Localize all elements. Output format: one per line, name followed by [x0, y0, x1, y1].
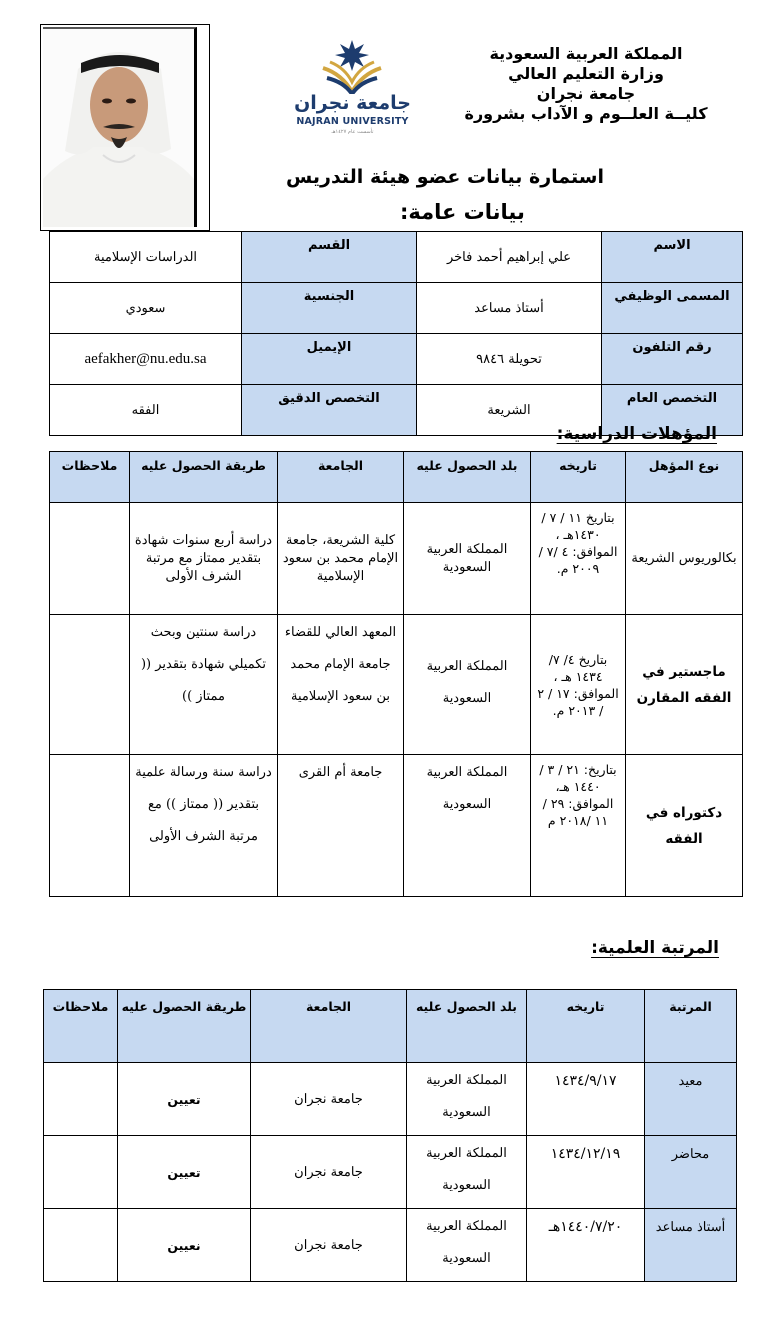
- col-header-notes: ملاحظات: [50, 452, 130, 503]
- cell-type: دكتوراه في الفقه: [626, 755, 743, 897]
- cell-university: جامعة نجران: [251, 1063, 407, 1136]
- institution-header: [446, 44, 726, 124]
- table-row: [50, 283, 743, 334]
- cell-date: ١٤٤٠/٧/٢٠هـ: [527, 1209, 645, 1282]
- col-header-country: بلد الحصول عليه: [404, 452, 531, 503]
- label-fine-specialty: التخصص الدقيق: [242, 385, 417, 436]
- cell-method: تعيين: [118, 1063, 251, 1136]
- value-fine-specialty: الفقه: [50, 385, 242, 436]
- cell-date: ١٤٣٤/١٢/١٩: [527, 1136, 645, 1209]
- cell-notes: [50, 755, 130, 897]
- cell-date: بتاريخ: ٢١ / ٣ / ١٤٤٠ هـ، الموافق: ٢٩ / ١١ /٢٠١٨ م: [531, 755, 626, 897]
- cell-method: دراسة أربع سنوات شهادة بتقدير ممتاز مع مرتبة الشرف الأولى: [130, 503, 278, 615]
- cell-notes: [44, 1209, 118, 1282]
- logo-name-arabic: جامعة نجران: [294, 92, 411, 114]
- person-portrait-icon: [43, 29, 194, 227]
- academic-rank-table: [43, 989, 737, 1282]
- header-line-ministry: وزارة التعليم العالي: [508, 64, 664, 83]
- cell-university: جامعة نجران: [251, 1209, 407, 1282]
- table-row: [44, 1063, 737, 1136]
- cell-country: المملكة العربية السعودية: [404, 503, 531, 615]
- qualifications-section-title: المؤهلات الدراسية:: [556, 424, 717, 444]
- cell-rank: محاضر: [645, 1136, 737, 1209]
- cell-method: دراسة سنتين وبحث تكميلي شهادة بتقدير (( ممتاز )): [130, 615, 278, 755]
- najran-star-book-icon: [290, 38, 415, 94]
- cell-country: المملكة العربية السعودية: [407, 1209, 527, 1282]
- value-email[interactable]: aefakher@nu.edu.sa: [50, 334, 242, 385]
- cell-date: بتاريخ ٤/ ٧/ ١٤٣٤ هـ ، الموافق: ١٧ / ٢ / ٢٠١٣ م.: [531, 615, 626, 755]
- value-nationality: سعودي: [50, 283, 242, 334]
- cell-country: المملكة العربية السعودية: [404, 615, 531, 755]
- rank-section-title: المرتبة العلمية:: [591, 938, 719, 958]
- cell-method: تعيين: [118, 1136, 251, 1209]
- label-phone: رقم التلفون: [602, 334, 743, 385]
- label-email: الإيميل: [242, 334, 417, 385]
- cell-date: ١٤٣٤/٩/١٧: [527, 1063, 645, 1136]
- cell-country: المملكة العربية السعودية: [407, 1136, 527, 1209]
- table-header-row: [44, 990, 737, 1063]
- col-header-university: الجامعة: [278, 452, 404, 503]
- table-row: [50, 232, 743, 283]
- qualifications-table: [49, 451, 743, 897]
- cell-rank: معيد: [645, 1063, 737, 1136]
- value-job-title: أستاذ مساعد: [417, 283, 602, 334]
- cell-date: بتاريخ ١١ / ٧ / ١٤٣٠هـ ، الموافق: ٤ /٧ / ٢٠٠٩ م.: [531, 503, 626, 615]
- col-header-rank: المرتبة: [645, 990, 737, 1063]
- value-name: علي إبراهيم أحمد فاخر: [417, 232, 602, 283]
- cell-method: نعيين: [118, 1209, 251, 1282]
- cell-rank: أستاذ مساعد: [645, 1209, 737, 1282]
- cell-notes: [44, 1063, 118, 1136]
- table-header-row: [50, 452, 743, 503]
- col-header-method: طريقة الحصول عليه: [118, 990, 251, 1063]
- cell-university: المعهد العالي للقضاء جامعة الإمام محمد بن سعود الإسلامية: [278, 615, 404, 755]
- header-line-kingdom: المملكة العربية السعودية: [489, 44, 683, 63]
- header-line-college: كليــة العلــوم و الآداب بشرورة: [464, 104, 708, 123]
- faculty-photo: [43, 27, 197, 227]
- label-general-specialty: التخصص العام: [602, 385, 743, 436]
- value-phone: تحويلة ٩٨٤٦: [417, 334, 602, 385]
- form-title: استمارة بيانات عضو هيئة التدريس: [286, 166, 604, 188]
- header-line-university: جامعة نجران: [536, 84, 636, 103]
- value-general-specialty: الشريعة: [417, 385, 602, 436]
- cell-country: المملكة العربية السعودية: [404, 755, 531, 897]
- cell-notes: [50, 615, 130, 755]
- faculty-photo-frame: [40, 24, 210, 231]
- general-info-table: [49, 231, 743, 436]
- table-row: [44, 1209, 737, 1282]
- table-row: [50, 334, 743, 385]
- cell-university: كلية الشريعة، جامعة الإمام محمد بن سعود الإسلامية: [278, 503, 404, 615]
- table-row: [44, 1136, 737, 1209]
- table-row: [50, 755, 743, 897]
- cell-type: ماجستير في الفقه المقارن: [626, 615, 743, 755]
- cell-university: جامعة نجران: [251, 1136, 407, 1209]
- label-department: القسم: [242, 232, 417, 283]
- col-header-date: تاريخه: [531, 452, 626, 503]
- cell-country: المملكة العربية السعودية: [407, 1063, 527, 1136]
- label-job-title: المسمى الوظيفي: [602, 283, 743, 334]
- cell-notes: [50, 503, 130, 615]
- cell-type: بكالوريوس الشريعة: [626, 503, 743, 615]
- col-header-type: نوع المؤهل: [626, 452, 743, 503]
- logo-subtitle: تأسست عام ١٤٢٧هـ: [331, 129, 374, 135]
- cell-notes: [44, 1136, 118, 1209]
- col-header-method: طريقة الحصول عليه: [130, 452, 278, 503]
- col-header-university: الجامعة: [251, 990, 407, 1063]
- logo-name-english: NAJRAN UNIVERSITY: [296, 116, 409, 127]
- col-header-notes: ملاحظات: [44, 990, 118, 1063]
- col-header-country: بلد الحصول عليه: [407, 990, 527, 1063]
- cell-method: دراسة سنة ورسالة علمية بتقدير (( ممتاز )) مع مرتبة الشرف الأولى: [130, 755, 278, 897]
- label-nationality: الجنسية: [242, 283, 417, 334]
- label-name: الاسم: [602, 232, 743, 283]
- table-row: [50, 615, 743, 755]
- general-section-title: بيانات عامة:: [400, 200, 525, 224]
- value-department: الدراسات الإسلامية: [50, 232, 242, 283]
- table-row: [50, 503, 743, 615]
- col-header-date: تاريخه: [527, 990, 645, 1063]
- university-logo: [290, 38, 415, 136]
- cell-university: جامعة أم القرى: [278, 755, 404, 897]
